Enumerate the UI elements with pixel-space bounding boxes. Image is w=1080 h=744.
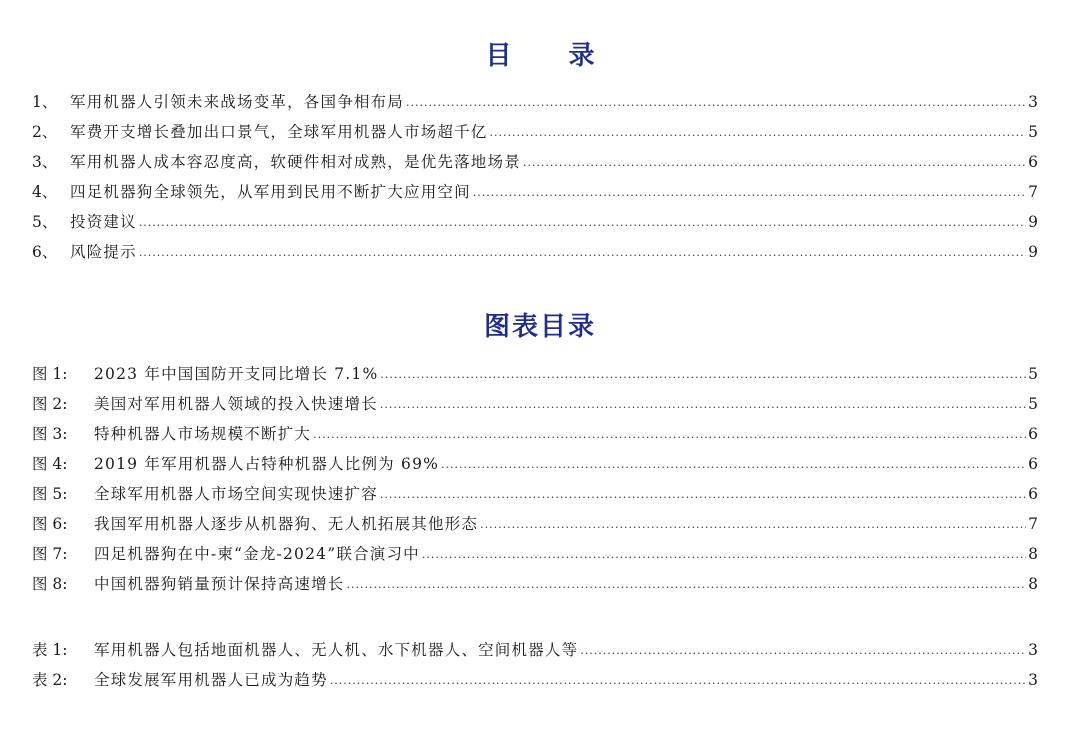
dot-leader: [330, 670, 1026, 692]
dot-leader: [473, 182, 1026, 204]
toc-entry-number: 6、: [32, 243, 58, 261]
figure-entry-page: 6: [1028, 455, 1038, 473]
dot-leader: [380, 394, 1026, 416]
dot-leader: [380, 364, 1026, 386]
table-entry-page: 3: [1028, 641, 1038, 659]
toc-entry-page: 6: [1028, 153, 1038, 171]
figure-entry-number: 图 1:: [32, 365, 68, 383]
figure-entry-page: 6: [1028, 425, 1038, 443]
toc-entry-text: 风险提示: [70, 243, 137, 261]
toc-entry[interactable]: [32, 91, 1038, 113]
toc-entry-text: 投资建议: [70, 213, 137, 231]
toc-entry-number: 4、: [32, 183, 58, 201]
figure-entry-text: 全球军用机器人市场空间实现快速扩容: [94, 485, 378, 503]
toc-entry[interactable]: [32, 241, 1038, 263]
dot-leader: [406, 92, 1026, 114]
toc-entry-text: 四足机器狗全球领先，从军用到民用不断扩大应用空间: [70, 183, 471, 201]
figure-entry[interactable]: [32, 363, 1038, 385]
dot-leader: [580, 640, 1026, 662]
figure-entry-page: 5: [1028, 395, 1038, 413]
toc-title: 目 录: [485, 41, 619, 71]
dot-leader: [139, 212, 1026, 234]
figure-entry-text: 四足机器狗在中-柬“金龙-2024”联合演习中: [94, 545, 420, 563]
dot-leader: [139, 242, 1026, 264]
figure-entry-number: 图 6:: [32, 515, 68, 533]
figure-entry[interactable]: [32, 453, 1038, 475]
figure-entry[interactable]: [32, 423, 1038, 445]
dot-leader: [480, 514, 1026, 536]
figure-entry-number: 图 2:: [32, 395, 68, 413]
table-entry-page: 3: [1028, 671, 1038, 689]
figure-entry-text: 2019 年军用机器人占特种机器人比例为 69%: [94, 455, 440, 473]
toc-entry-page: 9: [1028, 213, 1038, 231]
figure-entry-page: 8: [1028, 545, 1038, 563]
toc-entry-text: 军用机器人成本容忍度高，软硬件相对成熟，是优先落地场景: [70, 153, 521, 171]
figure-entry-number: 图 7:: [32, 545, 68, 563]
toc-entry-number: 5、: [32, 213, 58, 231]
figure-index-title: 图表目录: [483, 312, 596, 342]
toc-entry-number: 3、: [32, 153, 58, 171]
toc-entry-page: 3: [1028, 93, 1038, 111]
figure-entry-text: 中国机器狗销量预计保持高速增长: [94, 575, 345, 593]
toc-entry-number: 1、: [32, 93, 58, 111]
figure-entry-text: 2023 年中国国防开支同比增长 7.1%: [94, 365, 379, 383]
figure-entry-number: 图 4:: [32, 455, 68, 473]
figure-entry-text: 美国对军用机器人领域的投入快速增长: [94, 395, 378, 413]
table-entry[interactable]: [32, 669, 1038, 691]
figure-entry-text: 我国军用机器人逐步从机器狗、无人机拓展其他形态: [94, 515, 479, 533]
table-entry-text: 全球发展军用机器人已成为趋势: [94, 671, 328, 689]
figure-entry[interactable]: [32, 483, 1038, 505]
dot-leader: [490, 122, 1026, 144]
table-entry-number: 表 1:: [32, 641, 68, 659]
figure-entry-page: 5: [1028, 365, 1038, 383]
figure-entry[interactable]: [32, 573, 1038, 595]
dot-leader: [313, 424, 1026, 446]
figure-entry[interactable]: [32, 513, 1038, 535]
figure-entry-page: 8: [1028, 575, 1038, 593]
toc-entry-page: 7: [1028, 183, 1038, 201]
dot-leader: [422, 544, 1026, 566]
toc-entry-page: 5: [1028, 123, 1038, 141]
dot-leader: [523, 152, 1026, 174]
toc-entry[interactable]: [32, 211, 1038, 233]
figure-entry-page: 7: [1028, 515, 1038, 533]
dot-leader: [441, 454, 1026, 476]
dot-leader: [380, 484, 1026, 506]
figure-entry[interactable]: [32, 393, 1038, 415]
toc-entry[interactable]: [32, 121, 1038, 143]
toc-entry-text: 军用机器人引领未来战场变革，各国争相布局: [70, 93, 405, 111]
figure-entry-page: 6: [1028, 485, 1038, 503]
figure-entry-number: 图 5:: [32, 485, 68, 503]
figure-entry-number: 图 3:: [32, 425, 68, 443]
table-entry-number: 表 2:: [32, 671, 68, 689]
figure-entry-text: 特种机器人市场规模不断扩大: [94, 425, 312, 443]
toc-entry-text: 军费开支增长叠加出口景气，全球军用机器人市场超千亿: [70, 123, 488, 141]
table-entry[interactable]: [32, 639, 1038, 661]
toc-entry[interactable]: [32, 151, 1038, 173]
table-entry-text: 军用机器人包括地面机器人、无人机、水下机器人、空间机器人等: [94, 641, 579, 659]
figure-entry[interactable]: [32, 543, 1038, 565]
dot-leader: [347, 574, 1026, 596]
toc-entry[interactable]: [32, 181, 1038, 203]
figure-entry-number: 图 8:: [32, 575, 68, 593]
toc-entry-page: 9: [1028, 243, 1038, 261]
toc-entry-number: 2、: [32, 123, 58, 141]
